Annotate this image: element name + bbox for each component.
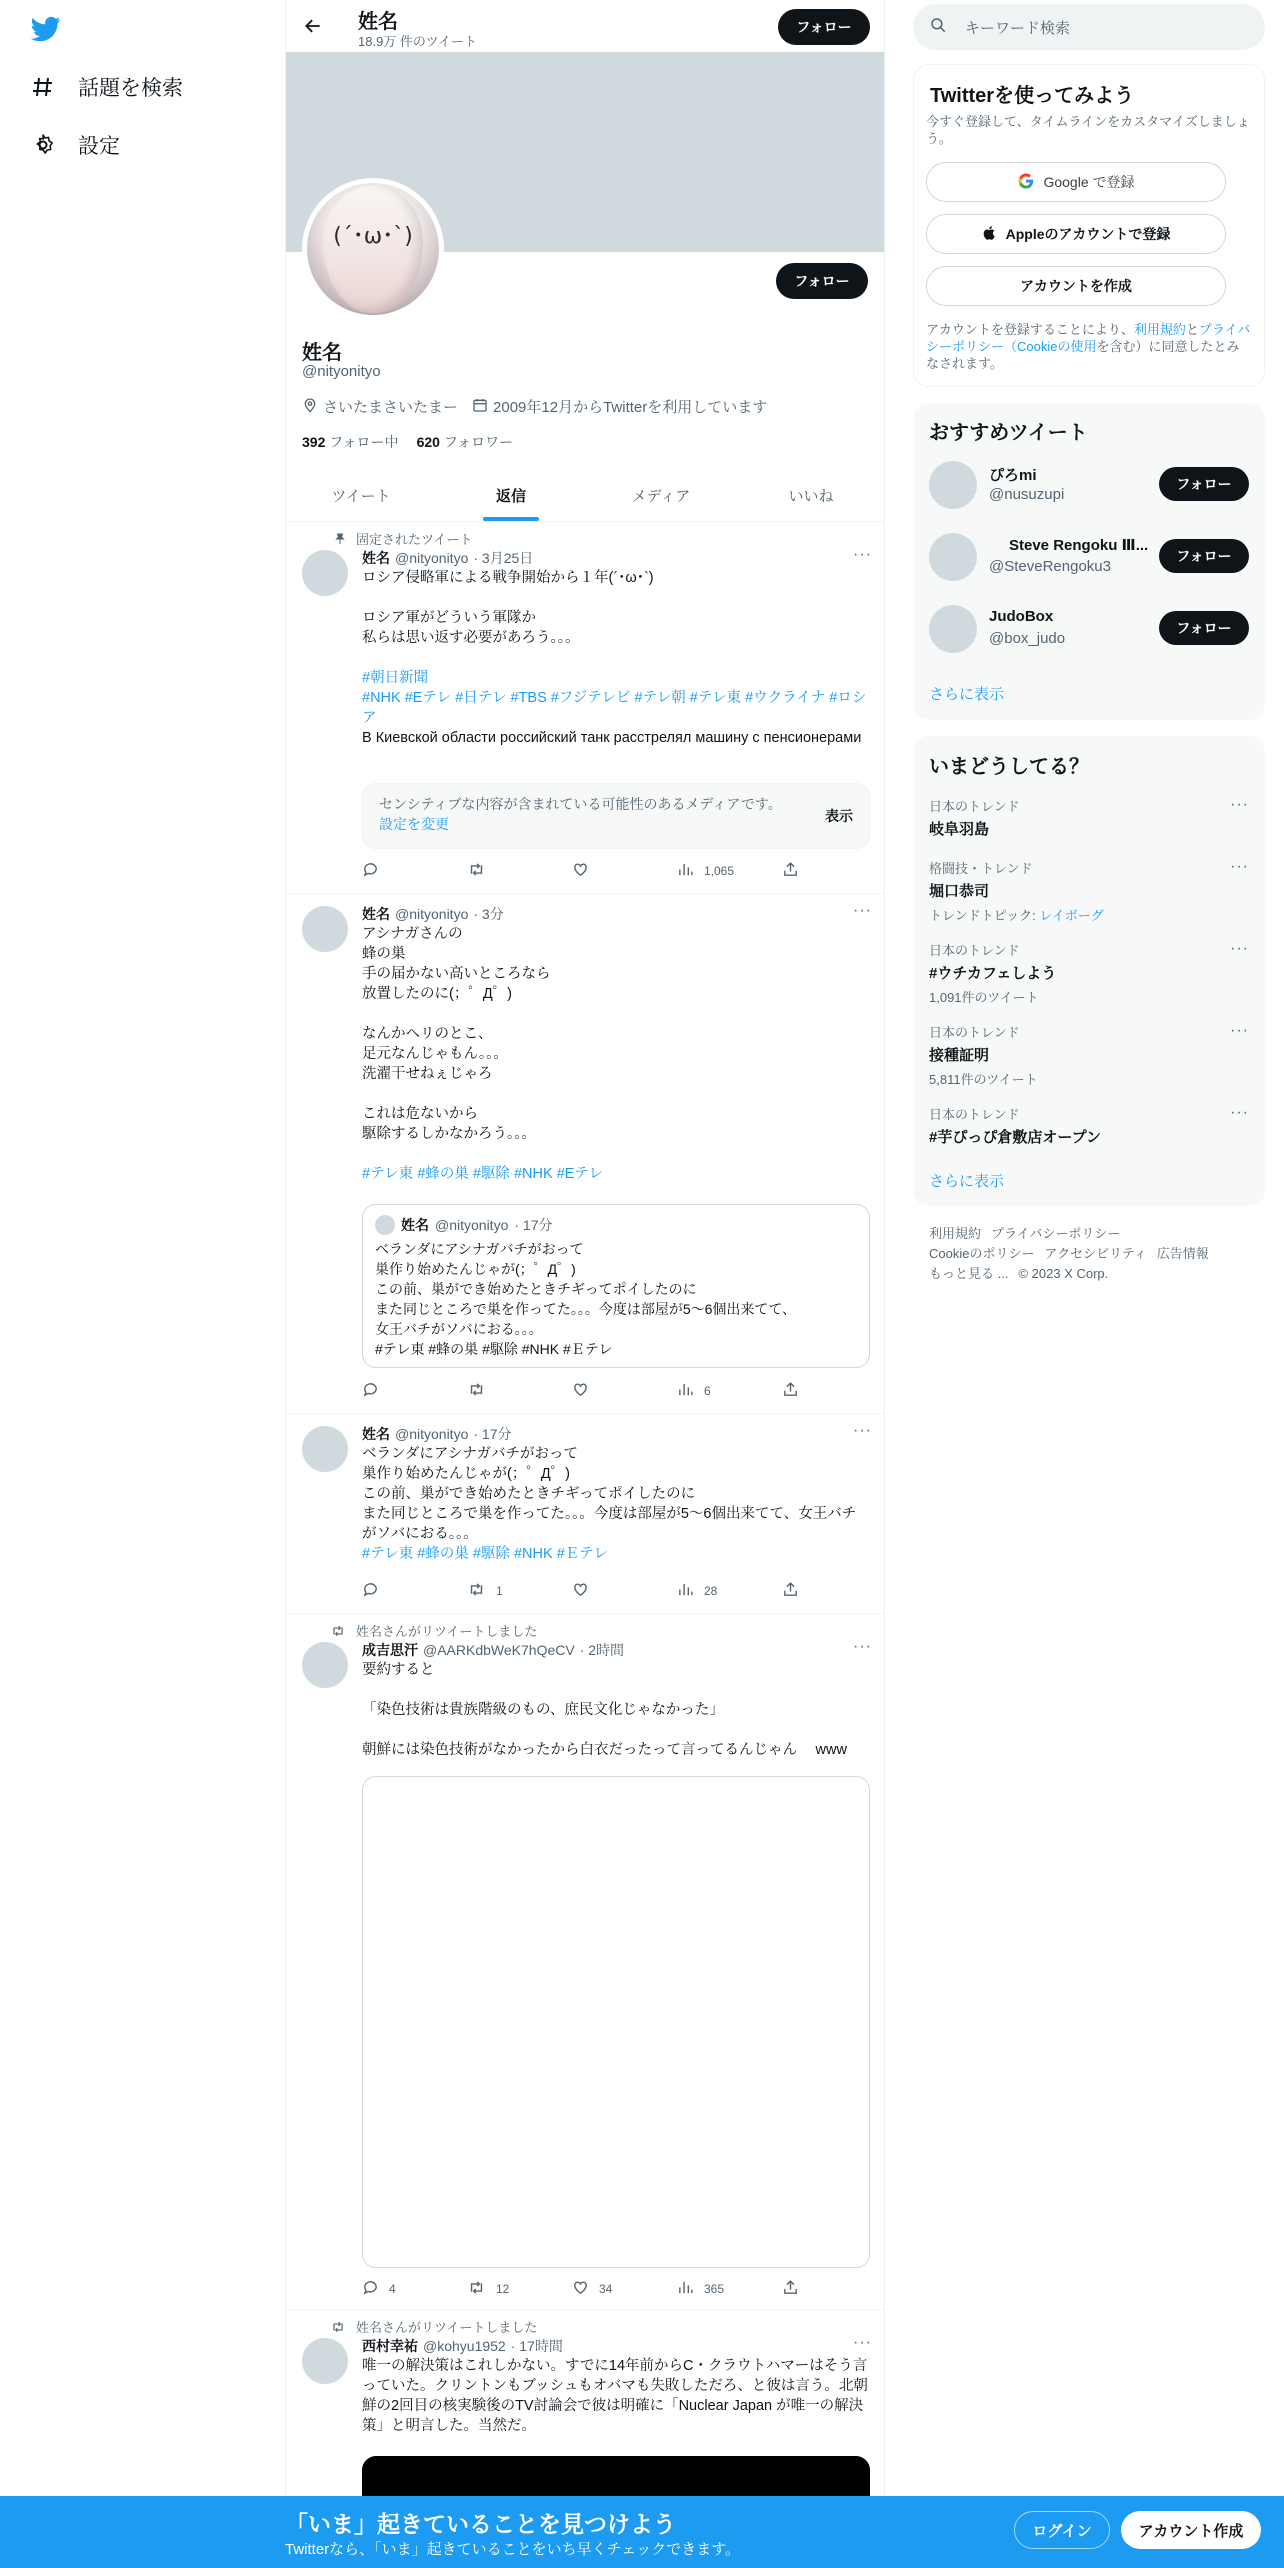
avatar[interactable] — [929, 461, 977, 509]
profile-location-text: さいたまさいたまー — [323, 399, 459, 416]
profile-tabs — [286, 470, 885, 522]
like-count: 34 — [599, 2282, 613, 2296]
footer-ads-link[interactable]: 広告情報 — [1156, 1246, 1209, 1261]
recommended-title: おすすめツイート — [929, 422, 1088, 444]
profile-follow-button[interactable]: フォロー — [776, 263, 868, 299]
avatar[interactable] — [302, 550, 348, 596]
analytics-icon — [677, 1581, 694, 1601]
signup-card — [913, 64, 1265, 387]
heart-icon — [572, 861, 589, 881]
trend-category: 日本のトレンド — [929, 1107, 1020, 1122]
trend-tweet-count: 1,091件のツイート — [929, 990, 1039, 1005]
tweet-retweeted[interactable] — [286, 1614, 885, 2310]
tweet-time[interactable]: · 3月25日 — [473, 550, 534, 566]
follow-button[interactable]: フォロー — [1159, 539, 1249, 573]
tweet-text-secondary: В Киевской области российский танк расстрелял машину с пенсионерами — [362, 730, 862, 746]
retweet-button[interactable] — [467, 1582, 547, 1600]
trend-name: 岐阜羽島 — [929, 821, 990, 838]
trends-title: いまどうしてる？ — [929, 756, 1089, 778]
share-button[interactable] — [782, 862, 802, 880]
create-account-button[interactable]: アカウントを作成 — [926, 266, 1226, 306]
google-signup-label: Google で登録 — [1043, 174, 1135, 190]
quoted-tweet-header — [375, 1215, 857, 1235]
retweet-count: 1 — [496, 1584, 503, 1598]
location-pin-icon — [302, 397, 318, 417]
quoted-tweet-text: ベランダにアシナガバチがおって 巣作り始めたんじゃが(；゜Д゜) この前、巣ができ始めたときチギってポイしたのに また同じところで巣を作ってた。。。今度は部屋が5〜6個出来てて、 女王バチがソバにおる。。。 #テレ東 #蜂の巣 #駆除 #NHK #Ｅテレ — [375, 1241, 797, 1357]
reply-icon — [362, 2279, 379, 2299]
retweet-icon — [467, 2279, 486, 2299]
tweet-header — [362, 1424, 870, 1444]
follow-button[interactable]: フォロー — [1159, 611, 1249, 645]
retweet-icon — [467, 1381, 486, 1401]
left-navigation — [0, 0, 285, 2568]
tweet-author-handle[interactable]: @AARKdbWeK7hQeCV — [423, 1642, 575, 1658]
trend-topic-link[interactable]: レイボーグ — [1039, 908, 1104, 923]
trend-item[interactable] — [929, 858, 1249, 924]
tweet-hashtags[interactable]: #テレ東 #蜂の巣 #駆除 #NHK #Eテレ — [362, 1166, 604, 1182]
back-arrow-icon[interactable] — [300, 13, 326, 39]
change-settings-link[interactable]: 設定を変更 — [379, 816, 449, 832]
like-button[interactable] — [572, 862, 652, 880]
footer-more-link[interactable]: もっと見る ... — [929, 1266, 1009, 1281]
tweet-text: ロシア侵略軍による戦争開始から１年(´･ω･`) ロシア軍がどういう軍隊か 私らは思い返す必要があろう。。。 — [362, 570, 654, 646]
search-box[interactable] — [913, 4, 1265, 50]
apple-icon — [982, 224, 998, 245]
search-icon — [929, 16, 947, 38]
retweet-button[interactable] — [467, 2280, 547, 2298]
profile-location — [302, 396, 458, 417]
hashtag-icon — [30, 74, 56, 100]
tweet-header — [362, 904, 870, 924]
trend-name: 堀口恭司 — [929, 883, 990, 900]
avatar[interactable] — [302, 1642, 348, 1688]
view-count: 6 — [704, 1384, 711, 1398]
reply-button[interactable] — [362, 2280, 442, 2298]
profile-handle: @nityonityo — [302, 363, 381, 380]
tweet-text: 要約すると 「染色技術は貴族階級のもの、庶民文化じゃなかった」 朝鮮には染色技術がなかったから白衣だったって言ってるんじゃん www — [362, 1662, 847, 1758]
trend-name: 接種証明 — [929, 1047, 990, 1064]
tweet-pinned[interactable] — [286, 522, 885, 894]
quoted-author-name: 姓名 — [401, 1217, 429, 1233]
nav-settings[interactable] — [30, 125, 120, 165]
share-icon — [782, 2279, 799, 2299]
trend-item[interactable] — [929, 796, 1249, 839]
avatar[interactable] — [302, 1426, 348, 1472]
tweet-body — [362, 2336, 870, 2436]
heart-icon — [572, 2279, 589, 2299]
header-name: 姓名 — [358, 11, 398, 33]
pin-icon — [328, 532, 346, 546]
reply-button[interactable] — [362, 1382, 442, 1400]
trend-category: 日本のトレンド — [929, 799, 1020, 814]
view-count: 1,065 — [704, 864, 735, 878]
avatar[interactable] — [302, 906, 348, 952]
tab-media[interactable]: メディア — [631, 488, 691, 505]
more-options-icon[interactable]: ··· — [853, 546, 872, 563]
trend-item[interactable] — [929, 1022, 1249, 1088]
quoted-author-handle: @nityonityo — [435, 1217, 509, 1233]
terms-link[interactable]: 利用規約 — [1133, 322, 1186, 337]
tweet-header — [362, 1640, 870, 1660]
followers-label: フォロワー — [443, 434, 514, 450]
reply-icon — [362, 1581, 379, 1601]
tweet-context-text: 姓名さんがリツイートしました — [356, 2320, 538, 2335]
header-tweet-count: 18.9万 件のツイート — [358, 34, 478, 49]
profile-stats — [302, 432, 513, 452]
tweet-text: ベランダにアシナガバチがおって 巣作り始めたんじゃが(；゜Д゜) この前、巣ができ始めたときチギってポイしたのに また同じところで巣を作ってた。。。今度は部屋が5〜6個出来てて、女王バチがソバにおる。。。 — [362, 1446, 857, 1542]
retweet-count: 12 — [496, 2282, 510, 2296]
avatar[interactable] — [929, 605, 977, 653]
signup-terms — [926, 321, 1252, 372]
more-options-icon[interactable]: ··· — [1230, 858, 1249, 875]
gear-icon — [30, 132, 56, 158]
terms-text-end: を含む）に同意したとみなされます。 — [926, 339, 1240, 371]
more-options-icon[interactable]: ··· — [853, 1422, 872, 1439]
more-options-icon[interactable]: ··· — [853, 2334, 872, 2351]
trend-name: #芋ぴっぴ倉敷店オープン — [929, 1129, 1101, 1146]
profile-joined-text: 2009年12月からTwitterを利用しています — [493, 399, 768, 416]
views-button[interactable] — [677, 2280, 757, 2298]
retweet-icon — [328, 2320, 346, 2334]
avatar[interactable] — [929, 533, 977, 581]
tweet-header — [362, 548, 870, 568]
retweet-icon — [467, 861, 486, 881]
tweet-context — [328, 529, 472, 548]
tweet-hashtags[interactable]: #テレ東 #蜂の巣 #駆除 #NHK #Ｅテレ — [362, 1546, 608, 1562]
sensitive-text: センシティブな内容が含まれている可能性のあるメディアです。 — [379, 796, 782, 812]
profile-timeline — [285, 0, 885, 2568]
like-button[interactable] — [572, 1382, 652, 1400]
footer-links — [929, 1224, 1249, 1284]
profile-avatar[interactable] — [302, 178, 444, 320]
privacy-link[interactable]: プライバシーポリシー（Cookieの使用 — [926, 322, 1251, 354]
sensitive-media-warning — [362, 783, 870, 849]
tweet-author-name[interactable]: 姓名 — [362, 906, 390, 922]
tweet-body — [362, 904, 870, 1184]
tweet-author-handle[interactable]: @kohyu1952 — [423, 2338, 506, 2354]
show-media-button[interactable]: 表示 — [825, 808, 853, 824]
twitter-logo-icon[interactable] — [30, 14, 62, 44]
more-options-icon[interactable]: ··· — [1230, 1022, 1249, 1039]
share-icon — [782, 1581, 799, 1601]
footer-privacy-link[interactable]: プライバシーポリシー — [991, 1226, 1121, 1241]
recommended-user-name: Steve Rengoku Ⅲ... — [1009, 537, 1149, 554]
recommended-card — [913, 403, 1265, 720]
trend-category: 日本のトレンド — [929, 1025, 1020, 1040]
google-icon — [1017, 172, 1035, 193]
views-button[interactable] — [677, 1582, 757, 1600]
more-options-icon[interactable]: ··· — [853, 902, 872, 919]
terms-text-mid: と — [1185, 322, 1199, 337]
avatar-face: (´･ω･`) — [323, 185, 423, 313]
terms-text: アカウントを登録することにより、 — [926, 322, 1134, 337]
share-icon — [782, 1381, 799, 1401]
tweet-actions — [362, 1582, 802, 1600]
analytics-icon — [677, 2279, 694, 2299]
tweet-actions — [362, 1382, 802, 1400]
trend-item[interactable] — [929, 1104, 1249, 1147]
tweet-body — [362, 1424, 870, 1564]
tweet-context — [328, 2317, 537, 2336]
avatar — [375, 1215, 395, 1235]
retweet-button[interactable] — [467, 862, 547, 880]
trend-name: #ウチカフェしよう — [929, 965, 1057, 982]
trend-tweet-count: 5,811件のツイート — [929, 1072, 1038, 1087]
header-follow-button[interactable]: フォロー — [778, 9, 870, 45]
tweet-author-name[interactable]: 姓名 — [362, 550, 390, 566]
search-input[interactable]: キーワード検索 — [965, 19, 1071, 37]
signup-button[interactable]: アカウント作成 — [1121, 2511, 1261, 2549]
footer-accessibility-link[interactable]: アクセシビリティ — [1044, 1246, 1147, 1261]
recommended-user-handle: @SteveRengoku3 — [989, 558, 1111, 575]
reply-count: 4 — [389, 2282, 396, 2296]
tweet-author-handle[interactable]: @nityonityo — [395, 906, 469, 922]
share-icon — [782, 861, 799, 881]
trends-card — [913, 736, 1265, 1206]
recommended-user[interactable] — [929, 459, 1265, 509]
view-count: 365 — [704, 2282, 725, 2296]
signup-bottom-bar — [0, 2496, 1284, 2568]
tweet-hashtags[interactable]: #朝日新聞 #NHK #Eテレ #日テレ #TBS #フジテレビ #テレ朝 #テレ東 #ウクライナ #ロシア — [362, 670, 867, 726]
recommended-user-handle: @box_judo — [989, 630, 1066, 647]
quoted-time: · 17分 — [514, 1217, 553, 1233]
profile-joined — [472, 396, 767, 417]
profile-name: 姓名 — [302, 342, 342, 364]
recommended-user-name: ぴろmi — [989, 467, 1037, 484]
share-button[interactable] — [782, 1382, 802, 1400]
footer-cookie-link[interactable]: Cookieのポリシー — [929, 1246, 1035, 1261]
tab-tweets[interactable]: ツイート — [331, 488, 391, 505]
retweet-icon — [328, 1624, 346, 1638]
apple-signup-button[interactable] — [926, 214, 1226, 254]
bottom-bar-subtitle: Twitterなら、「いま」起きていることをいち早くチェックできます。 — [285, 2541, 741, 2558]
tweet-text: 唯一の解決策はこれしかない。すでに14年前からC・クラウトハマーはそう言っていた。クリントンもブッシュもオバマも失敗しただろ、と彼は言う。北朝鮮の2回目の核実験後のTV討論会で彼は明確に「Nuclear Japan が唯一の解決策」と明言した。当然だ。 — [362, 2358, 868, 2434]
tweet-text: アシナガさんの 蜂の巣 手の届かない高いところなら 放置したのに(；゜Д゜) なんかヘリのとこ、 足元なんじゃもん。。。 洗濯干せねぇじゃろ これは危ないから 駆除するしかなかろう。。。 — [362, 926, 551, 1142]
analytics-icon — [677, 861, 694, 881]
more-options-icon[interactable]: ··· — [853, 1638, 872, 1655]
following-label: フォロー中 — [329, 434, 399, 450]
apple-signup-label: Appleのアカウントで登録 — [1005, 226, 1171, 242]
followers-link[interactable] — [417, 432, 514, 452]
trend-category: 日本のトレンド — [929, 943, 1020, 958]
tweet-actions — [362, 2280, 802, 2298]
signup-title: Twitterを使ってみよう — [930, 85, 1135, 107]
profile-header-bar — [286, 0, 885, 52]
nav-explore[interactable] — [30, 67, 183, 107]
following-link[interactable] — [302, 432, 399, 452]
recommended-user[interactable] — [929, 531, 1265, 581]
recommended-user-handle: @nusuzupi — [989, 486, 1065, 503]
trend-category: 格闘技・トレンド — [929, 861, 1033, 876]
follow-button[interactable]: フォロー — [1159, 467, 1249, 501]
view-count: 28 — [704, 1584, 718, 1598]
heart-icon — [572, 1581, 589, 1601]
tweet-author-name[interactable]: 西村幸祐 — [362, 2338, 418, 2354]
tweet-time[interactable]: · 17分 — [473, 1426, 512, 1442]
login-button[interactable]: ログイン — [1014, 2511, 1110, 2549]
views-button[interactable] — [677, 1382, 757, 1400]
tweet-context-text: 姓名さんがリツイートしました — [356, 1624, 538, 1639]
views-button[interactable] — [677, 862, 757, 880]
tweet-with-quote[interactable] — [286, 894, 885, 1414]
tweet[interactable] — [286, 1414, 885, 1614]
tweet-author-handle[interactable]: @nityonityo — [395, 1426, 469, 1442]
following-count: 392 — [302, 434, 326, 450]
tweet-body — [362, 1640, 870, 1760]
bottom-bar-title: 「いま」起きていることを見つけよう — [285, 2511, 676, 2537]
analytics-icon — [677, 1381, 694, 1401]
recommended-user-name: JudoBox — [989, 608, 1054, 625]
google-signup-button[interactable] — [926, 162, 1226, 202]
tweet-context — [328, 1621, 537, 1640]
tweet-author-handle[interactable]: @nityonityo — [395, 550, 469, 566]
footer-terms-link[interactable]: 利用規約 — [929, 1226, 982, 1241]
footer-copyright: © 2023 X Corp. — [1018, 1266, 1109, 1281]
tweet-author-name[interactable]: 姓名 — [362, 1426, 390, 1442]
avatar[interactable] — [302, 2338, 348, 2384]
nav-explore-label: 話題を検索 — [78, 77, 183, 100]
tweet-author-name[interactable]: 成吉思汗 — [362, 1642, 418, 1658]
tweet-context-text: 固定されたツイート — [356, 532, 473, 547]
tweet-body — [362, 548, 870, 748]
followers-count: 620 — [416, 434, 440, 450]
tweet-time[interactable]: · 2時間 — [579, 1642, 625, 1658]
like-button[interactable] — [572, 2280, 652, 2298]
more-options-icon[interactable]: ··· — [1230, 1104, 1249, 1121]
tweet-time[interactable]: · 17時間 — [510, 2338, 563, 2354]
profile-meta — [302, 396, 767, 417]
reply-icon — [362, 861, 379, 881]
share-button[interactable] — [782, 1582, 802, 1600]
reply-button[interactable] — [362, 862, 442, 880]
signup-subtitle: 今すぐ登録して、タイムラインをカスタマイズしましょう。 — [926, 114, 1250, 146]
tweet-header — [362, 2336, 870, 2356]
trend-sub: トレンドトピック: — [929, 908, 1040, 923]
show-more-link[interactable]: さらに表示 — [929, 1173, 1005, 1190]
tweet-media[interactable] — [362, 1776, 870, 2268]
tab-likes[interactable]: いいね — [788, 488, 834, 505]
like-button[interactable] — [572, 1582, 652, 1600]
more-options-icon[interactable]: ··· — [1230, 940, 1249, 957]
show-more-link[interactable]: さらに表示 — [929, 686, 1005, 703]
recommended-user[interactable] — [929, 603, 1265, 653]
calendar-icon — [472, 397, 488, 417]
reply-button[interactable] — [362, 1582, 442, 1600]
trend-item[interactable] — [929, 940, 1249, 1006]
quoted-tweet[interactable] — [362, 1204, 870, 1368]
retweet-button[interactable] — [467, 1382, 547, 1400]
retweet-icon — [467, 1581, 486, 1601]
tab-replies[interactable]: 返信 — [436, 470, 586, 521]
nav-settings-label: 設定 — [78, 135, 120, 158]
more-options-icon[interactable]: ··· — [1230, 796, 1249, 813]
tweet-actions — [362, 862, 802, 880]
reply-icon — [362, 1381, 379, 1401]
tweet-time[interactable]: · 3分 — [473, 906, 504, 922]
share-button[interactable] — [782, 2280, 802, 2298]
heart-icon — [572, 1381, 589, 1401]
